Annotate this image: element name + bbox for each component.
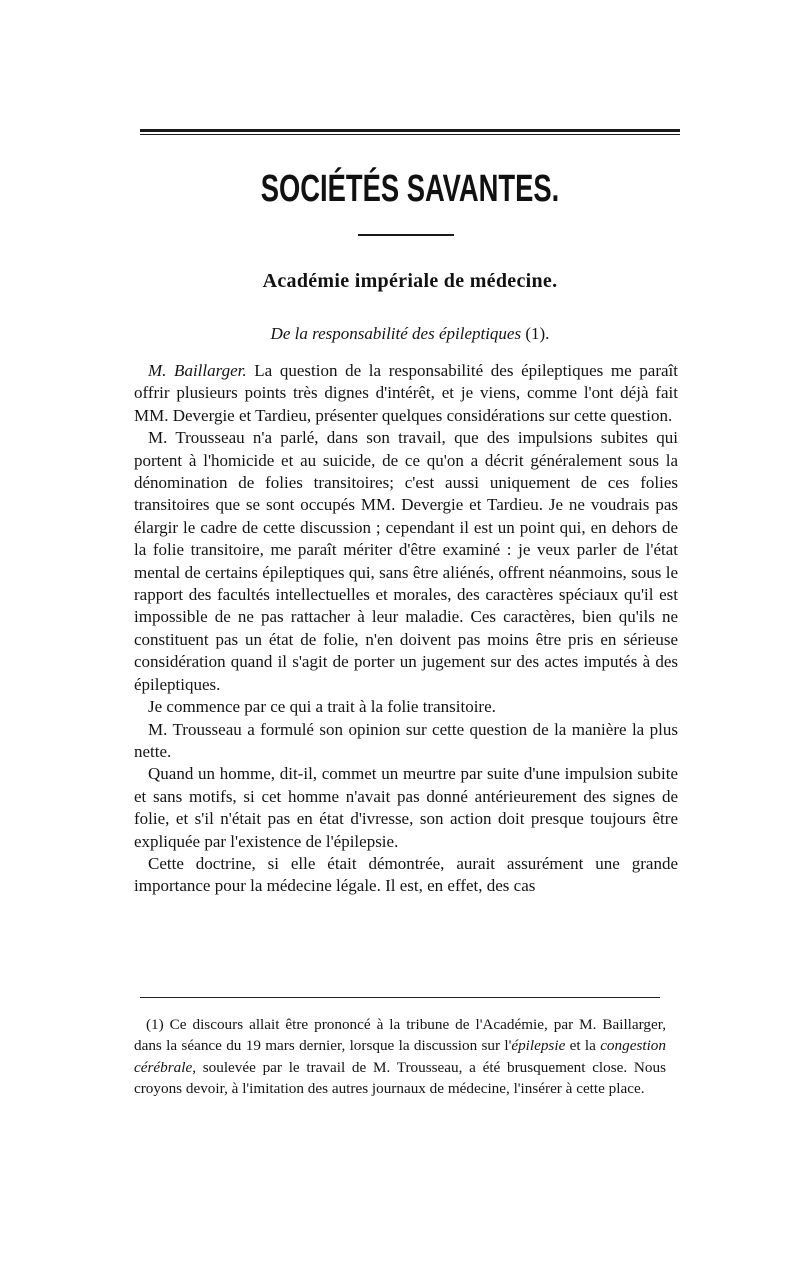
paragraph: Cette doctrine, si elle était démontrée, aurait assurément une grande importance pour la médecine légale. Il est, en effet, des cas — [134, 853, 678, 896]
footnote — [134, 1014, 666, 1100]
paragraph: Quand un homme, dit-il, commet un meurtre par suite d'une impulsion subite et sans motifs, si cet homme n'avait pas donné antérieurement des signes de folie, et s'il n'était pas en état d'ivresse, son action doit presque toujours être expliquée par l'existence de l'épilepsie. — [134, 764, 678, 851]
footnote-italic: congestion cérébrale — [134, 1037, 666, 1076]
footnote-divider — [140, 997, 660, 998]
speaker-name: M. Baillarger. — [148, 361, 247, 380]
footnote-part: (1) Ce discours allait être prononcé à la tribune de l'Académie, par M. Baillarger, dans la séance du 19 mars dernier, lorsque la discussion sur l' — [134, 1016, 666, 1055]
article-body — [134, 360, 678, 898]
paragraph: Je commence par ce qui a trait à la folie transitoire. — [148, 697, 496, 717]
section-title: SOCIÉTÉS SAVANTES. — [260, 168, 560, 210]
paragraph: M. Trousseau n'a parlé, dans son travail, que des impulsions subites qui portent à l'homicide et au suicide, de ce qu'on a décrit généralement sous la dénomination de folies transitoires; c'est aussi uniquement de ces folies transitoires que se sont occupés MM. Devergie et Tardieu. Je ne voudrais pas élargir le cadre de cette discussion ; cependant il est un point qui, en dehors de la folie transitoire, me paraît mériter d'être examiné : je veux parler de l'état mental de certains épileptiques qui, sans être aliénés, offrent néanmoins, sous le rapport des facultés intellectuelles et morales, des caractères spéciaux qu'il est impossible de ne pas rattacher à leur maladie. Ces caractères, bien qu'ils ne constituent pas un état de folie, n'en doivent pas moins être pris en sérieuse considération quand il s'agit de porter un jugement sur des actes imputés à des épileptiques. — [134, 428, 678, 694]
footnote-text — [134, 1014, 666, 1100]
article-title-text: De la responsabilité des épileptiques — [270, 324, 522, 343]
paragraph: M. Trousseau a formulé son opinion sur cette question de la manière la plus nette. — [134, 719, 678, 761]
header-rule-thin — [140, 134, 680, 135]
footnote-part: et la — [565, 1037, 601, 1055]
header-rule-thick — [140, 129, 680, 132]
society-name: Académie impériale de médecine. — [262, 270, 558, 292]
paragraph — [134, 360, 678, 427]
footnote-reference: (1). — [525, 324, 550, 343]
paragraph-text: La question de la responsabilité des épileptiques me paraît offrir plusieurs points très dignes d'intérêt, et je viens, comme l'ont déjà fait MM. Devergie et Tardieu, présenter quelques considérations sur cette question. — [134, 361, 678, 425]
footnote-part: , soulevée par le travail de M. Trousseau, a été brusquement close. Nous croyons devoir, à l'imitation des autres journaux de médecine, l'insérer à cette place. — [134, 1058, 666, 1098]
article-title — [140, 323, 680, 345]
title-divider — [358, 234, 454, 236]
footnote-italic: épilepsie — [511, 1037, 566, 1055]
